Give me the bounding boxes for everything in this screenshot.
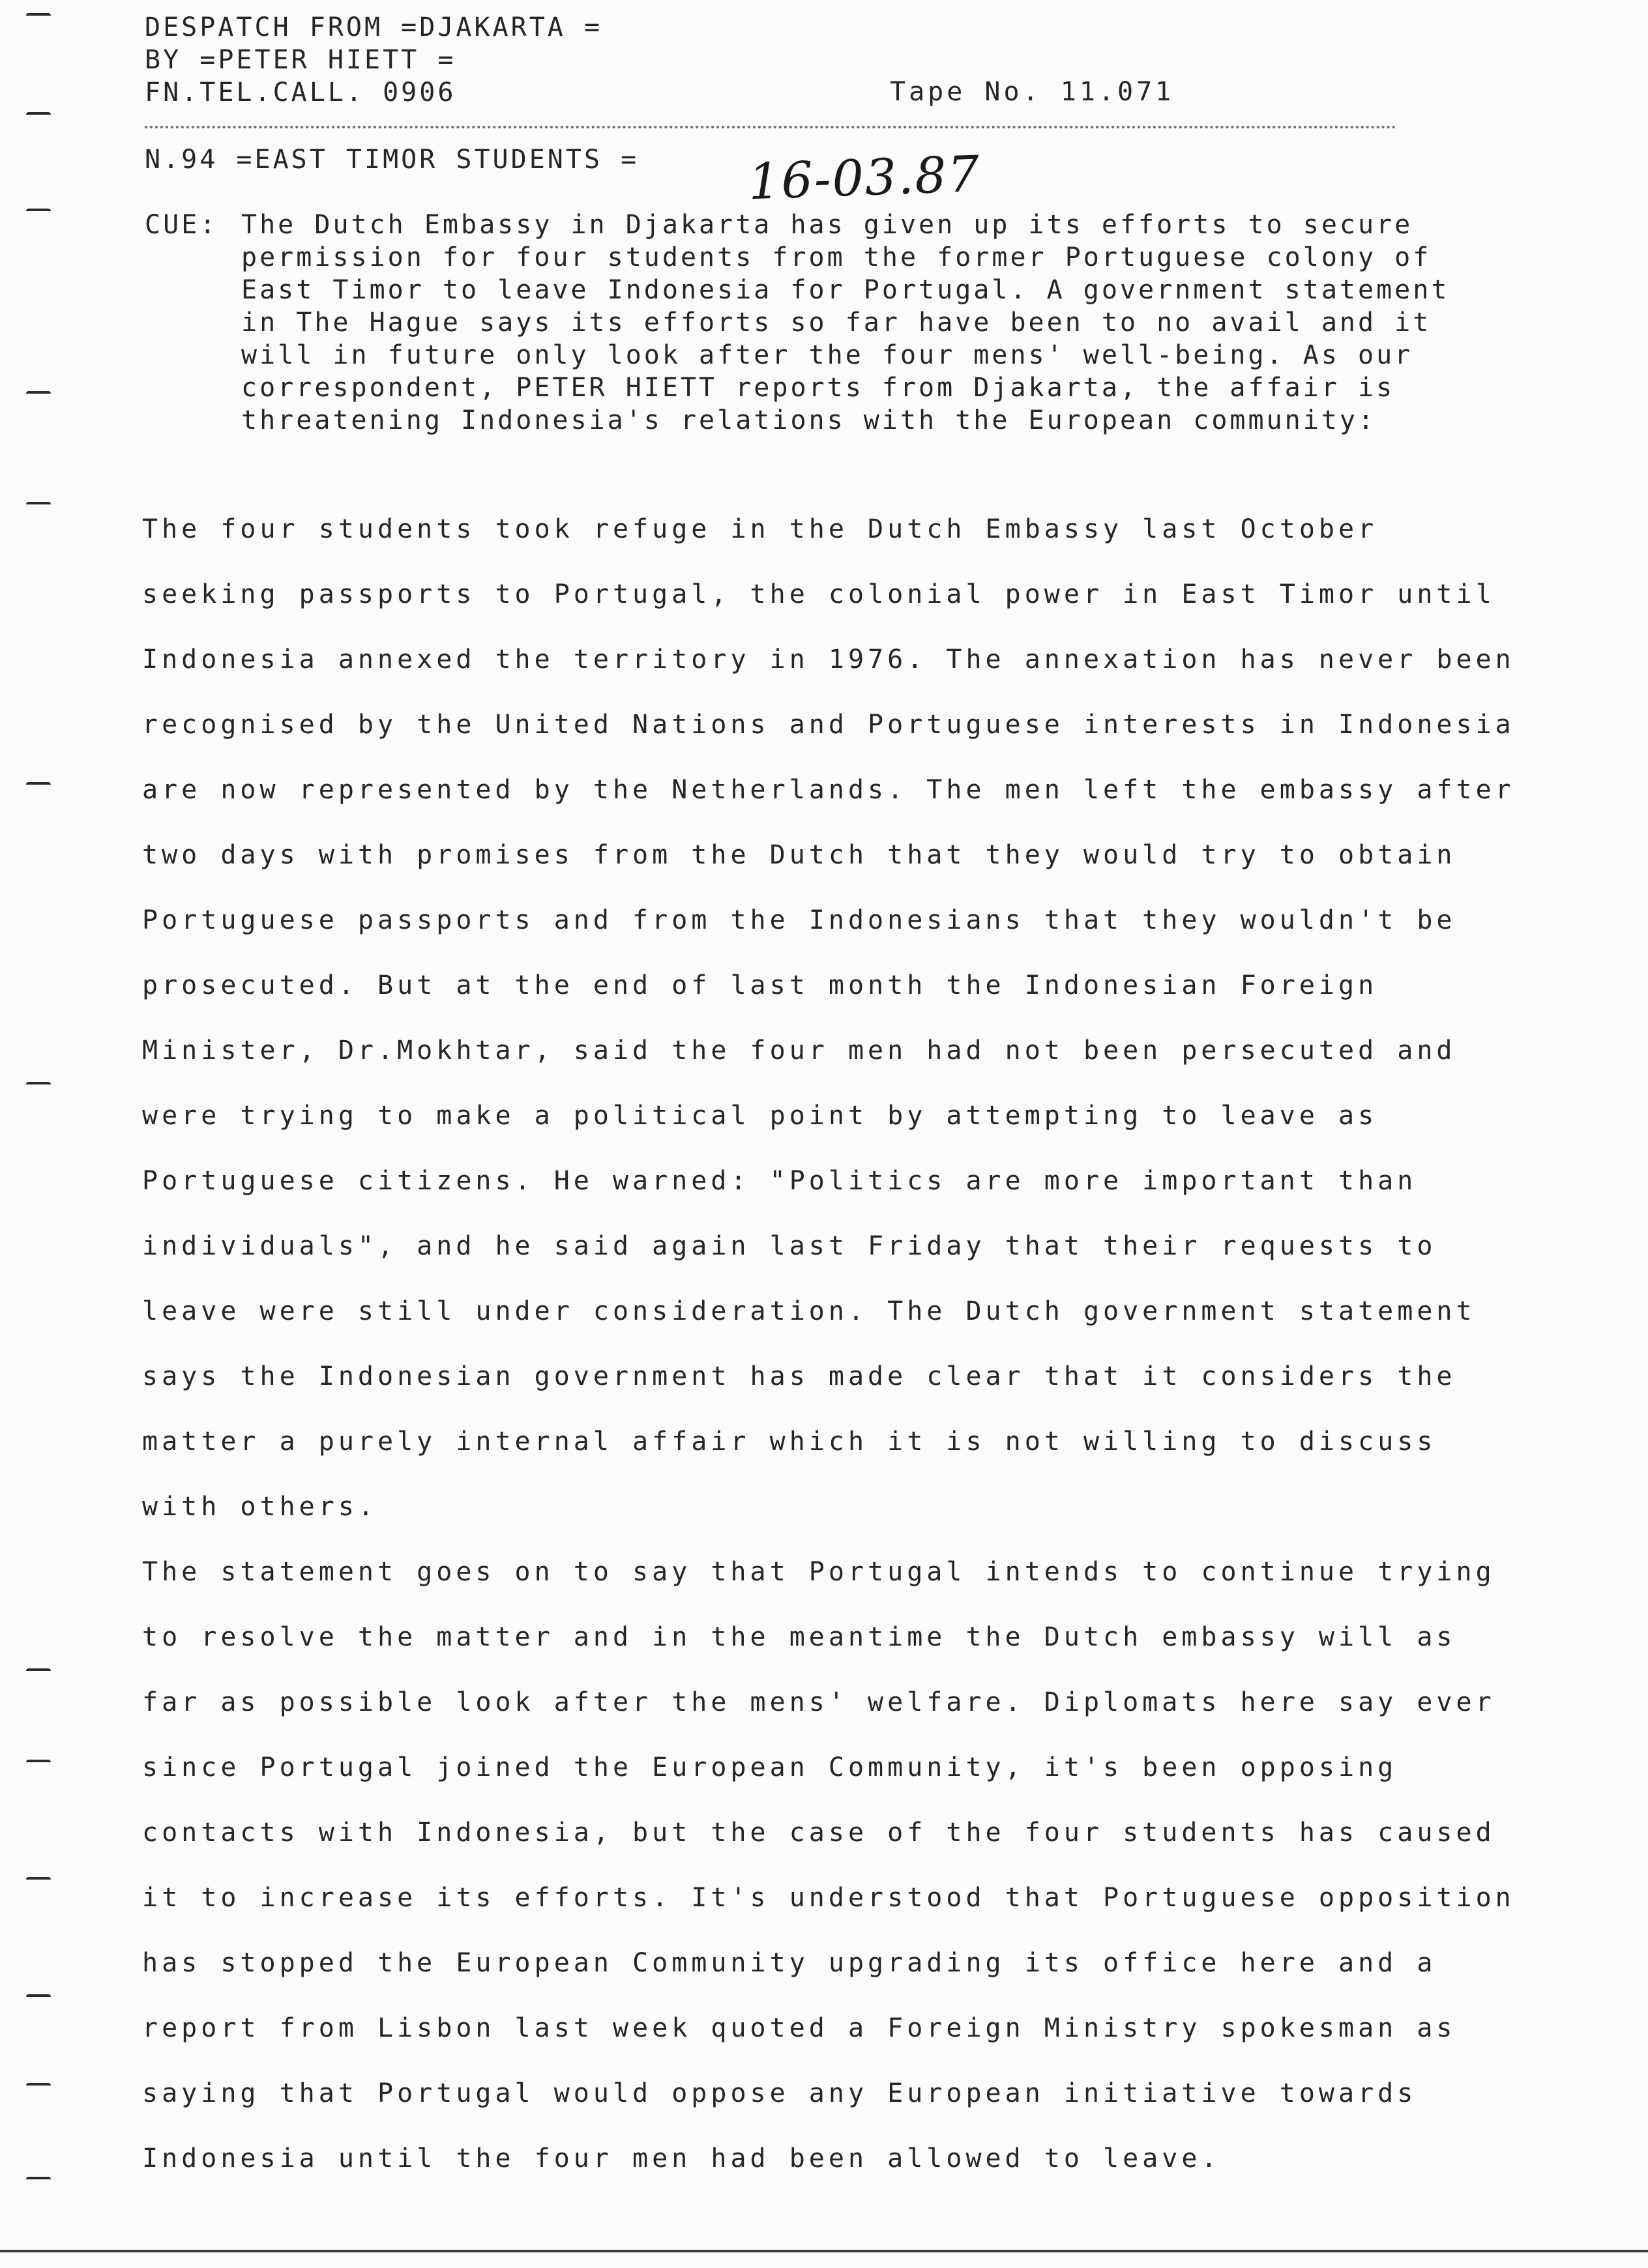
story-body	[142, 497, 1524, 2191]
despatch-line: DESPATCH FROM =DJAKARTA =	[145, 12, 603, 42]
dotted-divider	[145, 126, 1396, 128]
margin-mark	[26, 1668, 51, 1671]
cue-text: The Dutch Embassy in Djakarta has given up its efforts to secure permission for four students from the former Portuguese colony of East Timor to leave Indonesia for Portugal. A government statement in The Hague says its efforts so far have been to no avail and it will in future only look after the four mens' well-being. As our correspondent, PETER HIETT reports from Djakarta, the affair is threatening Indonesia's relations with the European community:	[241, 210, 1450, 435]
margin-mark	[26, 391, 51, 394]
margin-mark	[26, 1877, 51, 1880]
story-paragraph: The four students took refuge in the Dutch Embassy last October seeking passports to Portugal, the colonial power in East Timor until Indonesia annexed the territory in 1976. The annexation has never been recognised by the United Nations and Portuguese interests in Indonesia are now represented by the Netherlands. The men left the embassy after two days with promises from the Dutch that they would try to obtain Portuguese passports and from the Indonesians that they wouldn't be prosecuted. But at the end of last month the Indonesian Foreign Minister, Dr.Mokhtar, said the four men had not been persecuted and were trying to make a political point by attempting to leave as Portuguese citizens. He warned: "Politics are more important than individuals", and he said again last Friday that their requests to leave were still under consideration. The Dutch government statement says the Indonesian government has made clear that it considers the matter a purely internal affair which it is not willing to discuss with others.	[142, 514, 1515, 1522]
margin-mark	[26, 209, 51, 211]
margin-mark	[26, 2177, 51, 2179]
margin-mark	[26, 2083, 51, 2086]
margin-mark	[26, 1994, 51, 1997]
margin-mark	[26, 1760, 51, 1762]
margin-mark	[26, 1082, 51, 1084]
handwritten-date: 16-03.87	[747, 144, 982, 211]
margin-mark	[26, 502, 51, 504]
tape-number: Tape No. 11.071	[890, 77, 1175, 107]
margin-mark	[26, 13, 51, 16]
margin-mark	[26, 112, 51, 115]
bottom-edge-line	[0, 2250, 1648, 2252]
margin-mark	[26, 782, 51, 785]
call-line: FN.TEL.CALL. 0906	[145, 78, 456, 108]
cue-label: CUE:	[145, 210, 218, 240]
cue-block	[145, 209, 1501, 437]
story-slug: N.94 =EAST TIMOR STUDENTS =	[145, 145, 640, 175]
story-paragraph: The statement goes on to say that Portugal intends to continue trying to resolve the matter and in the meantime the Dutch embassy will as far as possible look after the mens' welfare. Diplomats here say ever since Portugal joined the European Community, it's been opposing contacts with Indonesia, but the case of the four students has caused it to increase its efforts. It's understood that Portuguese opposition has stopped the European Community upgrading its office here and a report from Lisbon last week quoted a Foreign Ministry spokesman as saying that Portugal would oppose any European initiative towards Indonesia until the four men had been allowed to leave.	[142, 1557, 1515, 2174]
byline: BY =PETER HIETT =	[145, 45, 456, 75]
